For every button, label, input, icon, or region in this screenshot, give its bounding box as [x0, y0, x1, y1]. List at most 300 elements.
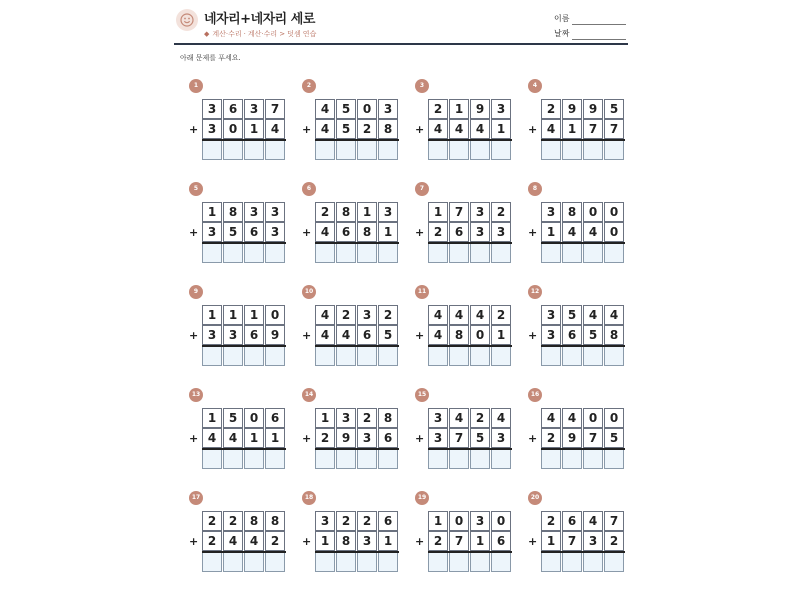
- answer-cell[interactable]: [449, 552, 469, 572]
- digit-cell: 4: [265, 119, 285, 139]
- diamond-icon: ◆: [204, 30, 210, 38]
- sum-line: [202, 345, 286, 347]
- answer-cell[interactable]: [583, 552, 603, 572]
- digit-cell: 3: [491, 99, 511, 119]
- problem: [402, 182, 506, 274]
- digit-cell: 9: [583, 99, 603, 119]
- digit-grid: [541, 408, 625, 468]
- digit-cell: 3: [491, 428, 511, 448]
- answer-cell[interactable]: [244, 449, 264, 469]
- answer-cell[interactable]: [449, 346, 469, 366]
- answer-cell[interactable]: [583, 346, 603, 366]
- digit-cell: 8: [336, 202, 356, 222]
- digit-cell: 7: [562, 531, 582, 551]
- digit-cell: 4: [202, 428, 222, 448]
- problem-number: 18: [302, 491, 316, 505]
- plus-sign: +: [528, 329, 538, 342]
- answer-cell[interactable]: [378, 346, 398, 366]
- digit-cell: 8: [562, 202, 582, 222]
- sum-line: [428, 448, 512, 450]
- answer-cell[interactable]: [562, 140, 582, 160]
- addend-row-top: [315, 408, 399, 428]
- problem-number: 9: [189, 285, 203, 299]
- digit-cell: 8: [378, 119, 398, 139]
- digit-grid: [315, 202, 399, 262]
- addend-row-top: [315, 202, 399, 222]
- answer-row: [428, 345, 512, 365]
- answer-cell[interactable]: [357, 243, 377, 263]
- digit-cell: 2: [223, 511, 243, 531]
- digit-grid: [541, 305, 625, 365]
- digit-cell: 5: [336, 119, 356, 139]
- digit-cell: 6: [562, 325, 582, 345]
- digit-cell: 6: [336, 222, 356, 242]
- digit-cell: 4: [428, 305, 448, 325]
- digit-cell: 8: [223, 202, 243, 222]
- answer-cell[interactable]: [244, 552, 264, 572]
- digit-cell: 6: [449, 222, 469, 242]
- answer-cell[interactable]: [357, 552, 377, 572]
- chevron-right-icon: >: [279, 30, 286, 38]
- problem: [515, 491, 619, 583]
- breadcrumb-item: 계산·수리: [247, 30, 278, 38]
- digit-cell: 4: [562, 408, 582, 428]
- digit-cell: 2: [315, 428, 335, 448]
- addend-row-bottom: [202, 325, 286, 345]
- answer-cell[interactable]: [541, 140, 561, 160]
- plus-sign: +: [189, 329, 199, 342]
- answer-cell[interactable]: [315, 449, 335, 469]
- sum-line: [202, 448, 286, 450]
- digit-cell: 2: [202, 511, 222, 531]
- answer-cell[interactable]: [428, 346, 448, 366]
- digit-cell: 2: [491, 202, 511, 222]
- digit-cell: 1: [315, 408, 335, 428]
- problem-number: 14: [302, 388, 316, 402]
- sum-line: [315, 242, 399, 244]
- digit-cell: 5: [604, 428, 624, 448]
- digit-cell: 1: [202, 408, 222, 428]
- answer-cell[interactable]: [378, 243, 398, 263]
- worksheet: [174, 0, 628, 600]
- answer-cell[interactable]: [470, 140, 490, 160]
- digit-cell: 8: [244, 511, 264, 531]
- plus-sign: +: [528, 123, 538, 136]
- digit-cell: 7: [265, 99, 285, 119]
- sum-line: [202, 242, 286, 244]
- addend-row-bottom: [541, 428, 625, 448]
- digit-cell: 4: [562, 222, 582, 242]
- addend-row-top: [315, 99, 399, 119]
- answer-row: [541, 242, 625, 262]
- answer-row: [315, 139, 399, 159]
- answer-cell[interactable]: [315, 140, 335, 160]
- addend-row-top: [541, 202, 625, 222]
- answer-cell[interactable]: [604, 552, 624, 572]
- answer-cell[interactable]: [202, 346, 222, 366]
- answer-cell[interactable]: [336, 346, 356, 366]
- digit-cell: 1: [202, 305, 222, 325]
- instruction-text: 아래 문제를 푸세요.: [180, 54, 241, 62]
- answer-cell[interactable]: [470, 243, 490, 263]
- digit-cell: 8: [449, 325, 469, 345]
- answer-cell[interactable]: [202, 552, 222, 572]
- answer-cell[interactable]: [583, 243, 603, 263]
- sum-line: [541, 448, 625, 450]
- answer-cell[interactable]: [428, 140, 448, 160]
- answer-cell[interactable]: [604, 243, 624, 263]
- answer-cell[interactable]: [562, 346, 582, 366]
- digit-cell: 5: [336, 99, 356, 119]
- digit-cell: 9: [470, 99, 490, 119]
- name-field[interactable]: [572, 24, 626, 25]
- answer-cell[interactable]: [604, 449, 624, 469]
- digit-cell: 2: [428, 99, 448, 119]
- digit-cell: 2: [541, 511, 561, 531]
- plus-sign: +: [528, 535, 538, 548]
- digit-cell: 4: [583, 222, 603, 242]
- answer-cell[interactable]: [491, 140, 511, 160]
- digit-cell: 1: [244, 119, 264, 139]
- problem-number: 10: [302, 285, 316, 299]
- answer-cell[interactable]: [583, 449, 603, 469]
- addend-row-bottom: [428, 222, 512, 242]
- answer-cell[interactable]: [357, 346, 377, 366]
- digit-cell: 2: [357, 119, 377, 139]
- answer-cell[interactable]: [223, 552, 243, 572]
- problem-number: 1: [189, 79, 203, 93]
- plus-sign: +: [302, 432, 312, 445]
- sum-line: [315, 345, 399, 347]
- answer-cell[interactable]: [428, 243, 448, 263]
- plus-sign: +: [189, 535, 199, 548]
- digit-cell: 2: [357, 511, 377, 531]
- problem-number: 4: [528, 79, 542, 93]
- digit-cell: 1: [428, 202, 448, 222]
- digit-grid: [428, 305, 512, 365]
- digit-grid: [315, 305, 399, 365]
- addend-row-bottom: [315, 531, 399, 551]
- problem: [289, 491, 393, 583]
- problem: [515, 182, 619, 274]
- answer-cell[interactable]: [491, 449, 511, 469]
- problem-number: 16: [528, 388, 542, 402]
- digit-cell: 3: [202, 222, 222, 242]
- breadcrumb-item: 계산·수리: [212, 30, 242, 38]
- digit-grid: [315, 511, 399, 571]
- answer-cell[interactable]: [583, 140, 603, 160]
- plus-sign: +: [302, 226, 312, 239]
- answer-row: [541, 345, 625, 365]
- answer-cell[interactable]: [449, 243, 469, 263]
- digit-cell: 3: [378, 202, 398, 222]
- answer-cell[interactable]: [223, 346, 243, 366]
- digit-cell: 1: [378, 531, 398, 551]
- problem-number: 17: [189, 491, 203, 505]
- addend-row-top: [428, 99, 512, 119]
- digit-cell: 1: [470, 531, 490, 551]
- digit-cell: 1: [202, 202, 222, 222]
- problem-number: 3: [415, 79, 429, 93]
- addend-row-top: [428, 202, 512, 222]
- digit-cell: 3: [357, 305, 377, 325]
- answer-cell[interactable]: [491, 346, 511, 366]
- answer-row: [202, 448, 286, 468]
- addend-row-top: [202, 408, 286, 428]
- digit-cell: 6: [378, 511, 398, 531]
- digit-cell: 4: [449, 408, 469, 428]
- date-label: 날짜: [554, 29, 570, 38]
- digit-cell: 8: [378, 408, 398, 428]
- sum-line: [315, 139, 399, 141]
- answer-cell[interactable]: [449, 449, 469, 469]
- digit-cell: 3: [428, 428, 448, 448]
- digit-cell: 4: [315, 325, 335, 345]
- digit-cell: 0: [223, 119, 243, 139]
- answer-cell[interactable]: [336, 140, 356, 160]
- answer-cell[interactable]: [202, 243, 222, 263]
- digit-cell: 0: [265, 305, 285, 325]
- plus-sign: +: [189, 123, 199, 136]
- digit-cell: 3: [470, 202, 490, 222]
- digit-cell: 5: [223, 222, 243, 242]
- digit-cell: 0: [244, 408, 264, 428]
- digit-cell: 2: [428, 531, 448, 551]
- digit-cell: 2: [428, 222, 448, 242]
- digit-cell: 3: [357, 531, 377, 551]
- addend-row-top: [428, 408, 512, 428]
- digit-cell: 4: [428, 325, 448, 345]
- digit-cell: 4: [315, 305, 335, 325]
- digit-cell: 4: [315, 99, 335, 119]
- digit-grid: [202, 99, 286, 159]
- digit-cell: 4: [223, 531, 243, 551]
- answer-cell[interactable]: [265, 552, 285, 572]
- plus-sign: +: [415, 226, 425, 239]
- digit-cell: 4: [315, 119, 335, 139]
- digit-cell: 1: [357, 202, 377, 222]
- answer-row: [428, 242, 512, 262]
- addend-row-top: [202, 202, 286, 222]
- addend-row-top: [541, 99, 625, 119]
- digit-cell: 9: [562, 428, 582, 448]
- answer-cell[interactable]: [378, 140, 398, 160]
- breadcrumb: ◆ 계산·수리 · 계산·수리 > 덧셈 연습: [204, 30, 317, 38]
- digit-grid: [315, 408, 399, 468]
- answer-cell[interactable]: [315, 552, 335, 572]
- digit-cell: 7: [449, 428, 469, 448]
- digit-cell: 0: [604, 202, 624, 222]
- digit-cell: 1: [562, 119, 582, 139]
- digit-grid: [428, 202, 512, 262]
- problem-number: 12: [528, 285, 542, 299]
- answer-cell[interactable]: [223, 449, 243, 469]
- digit-cell: 3: [491, 222, 511, 242]
- answer-row: [202, 345, 286, 365]
- answer-cell[interactable]: [223, 243, 243, 263]
- digit-grid: [541, 99, 625, 159]
- answer-cell[interactable]: [562, 243, 582, 263]
- digit-cell: 5: [378, 325, 398, 345]
- problem: [176, 388, 280, 480]
- digit-grid: [202, 408, 286, 468]
- digit-cell: 7: [604, 119, 624, 139]
- sum-line: [315, 551, 399, 553]
- answer-cell[interactable]: [378, 552, 398, 572]
- answer-cell[interactable]: [315, 243, 335, 263]
- addend-row-bottom: [428, 325, 512, 345]
- digit-cell: 3: [583, 531, 603, 551]
- problem: [515, 388, 619, 480]
- answer-row: [315, 448, 399, 468]
- digit-cell: 0: [470, 325, 490, 345]
- digit-cell: 6: [265, 408, 285, 428]
- digit-cell: 6: [378, 428, 398, 448]
- digit-cell: 7: [449, 202, 469, 222]
- digit-cell: 5: [583, 325, 603, 345]
- digit-cell: 6: [491, 531, 511, 551]
- digit-cell: 1: [449, 99, 469, 119]
- answer-row: [541, 551, 625, 571]
- answer-cell[interactable]: [541, 243, 561, 263]
- digit-cell: 3: [202, 99, 222, 119]
- digit-cell: 3: [244, 202, 264, 222]
- addend-row-top: [428, 511, 512, 531]
- digit-cell: 6: [562, 511, 582, 531]
- digit-cell: 0: [583, 202, 603, 222]
- answer-row: [202, 139, 286, 159]
- addend-row-top: [541, 305, 625, 325]
- answer-cell[interactable]: [428, 449, 448, 469]
- answer-cell[interactable]: [244, 243, 264, 263]
- digit-grid: [428, 511, 512, 571]
- answer-cell[interactable]: [449, 140, 469, 160]
- digit-cell: 2: [202, 531, 222, 551]
- answer-cell[interactable]: [336, 243, 356, 263]
- page-title: 네자리+네자리 세로: [204, 12, 315, 27]
- problem: [289, 285, 393, 377]
- answer-cell[interactable]: [315, 346, 335, 366]
- answer-cell[interactable]: [244, 346, 264, 366]
- answer-cell[interactable]: [202, 449, 222, 469]
- digit-cell: 6: [244, 222, 264, 242]
- answer-cell[interactable]: [491, 552, 511, 572]
- digit-cell: 7: [449, 531, 469, 551]
- answer-cell[interactable]: [244, 140, 264, 160]
- problem: [515, 285, 619, 377]
- plus-sign: +: [302, 123, 312, 136]
- answer-cell[interactable]: [223, 140, 243, 160]
- digit-grid: [541, 202, 625, 262]
- digit-cell: 3: [265, 202, 285, 222]
- problem-number: 11: [415, 285, 429, 299]
- answer-cell[interactable]: [428, 552, 448, 572]
- breadcrumb-item: 덧셈 연습: [287, 30, 317, 38]
- digit-grid: [202, 305, 286, 365]
- digit-grid: [428, 99, 512, 159]
- digit-cell: 5: [470, 428, 490, 448]
- answer-row: [315, 345, 399, 365]
- answer-cell[interactable]: [541, 449, 561, 469]
- digit-cell: 3: [244, 99, 264, 119]
- addend-row-bottom: [428, 531, 512, 551]
- answer-cell[interactable]: [541, 552, 561, 572]
- answer-cell[interactable]: [604, 140, 624, 160]
- digit-cell: 3: [470, 222, 490, 242]
- answer-cell[interactable]: [562, 552, 582, 572]
- answer-cell[interactable]: [202, 140, 222, 160]
- digit-cell: 1: [244, 305, 264, 325]
- answer-cell[interactable]: [562, 449, 582, 469]
- problem-number: 8: [528, 182, 542, 196]
- digit-grid: [202, 511, 286, 571]
- digit-cell: 5: [223, 408, 243, 428]
- digit-cell: 2: [604, 531, 624, 551]
- addend-row-top: [315, 511, 399, 531]
- addend-row-bottom: [315, 428, 399, 448]
- digit-cell: 9: [562, 99, 582, 119]
- answer-cell[interactable]: [470, 552, 490, 572]
- answer-cell[interactable]: [265, 140, 285, 160]
- digit-cell: 7: [583, 119, 603, 139]
- digit-cell: 5: [604, 99, 624, 119]
- answer-cell[interactable]: [378, 449, 398, 469]
- digit-cell: 3: [541, 325, 561, 345]
- answer-cell[interactable]: [336, 449, 356, 469]
- answer-cell[interactable]: [491, 243, 511, 263]
- addend-row-top: [541, 408, 625, 428]
- digit-cell: 2: [315, 202, 335, 222]
- answer-cell[interactable]: [541, 346, 561, 366]
- sum-line: [541, 242, 625, 244]
- problem: [289, 388, 393, 480]
- digit-cell: 1: [223, 305, 243, 325]
- answer-cell[interactable]: [265, 346, 285, 366]
- digit-cell: 8: [604, 325, 624, 345]
- name-label: 이름: [554, 14, 570, 23]
- digit-cell: 7: [583, 428, 603, 448]
- digit-cell: 3: [378, 99, 398, 119]
- digit-cell: 3: [315, 511, 335, 531]
- problem-number: 15: [415, 388, 429, 402]
- digit-cell: 0: [491, 511, 511, 531]
- addend-row-bottom: [202, 531, 286, 551]
- plus-sign: +: [189, 432, 199, 445]
- digit-cell: 8: [357, 222, 377, 242]
- answer-cell[interactable]: [336, 552, 356, 572]
- answer-cell[interactable]: [470, 449, 490, 469]
- digit-cell: 3: [202, 119, 222, 139]
- answer-cell[interactable]: [470, 346, 490, 366]
- problem-number: 7: [415, 182, 429, 196]
- worksheet-header: [174, 6, 628, 46]
- digit-cell: 2: [541, 428, 561, 448]
- answer-cell[interactable]: [265, 449, 285, 469]
- answer-cell[interactable]: [265, 243, 285, 263]
- digit-cell: 0: [357, 99, 377, 119]
- answer-cell[interactable]: [357, 449, 377, 469]
- date-field[interactable]: [572, 39, 626, 40]
- digit-cell: 1: [244, 428, 264, 448]
- digit-cell: 4: [336, 325, 356, 345]
- answer-cell[interactable]: [357, 140, 377, 160]
- sum-line: [428, 139, 512, 141]
- sum-line: [541, 345, 625, 347]
- answer-cell[interactable]: [604, 346, 624, 366]
- problem: [176, 182, 280, 274]
- addend-row-bottom: [541, 325, 625, 345]
- problem: [289, 182, 393, 274]
